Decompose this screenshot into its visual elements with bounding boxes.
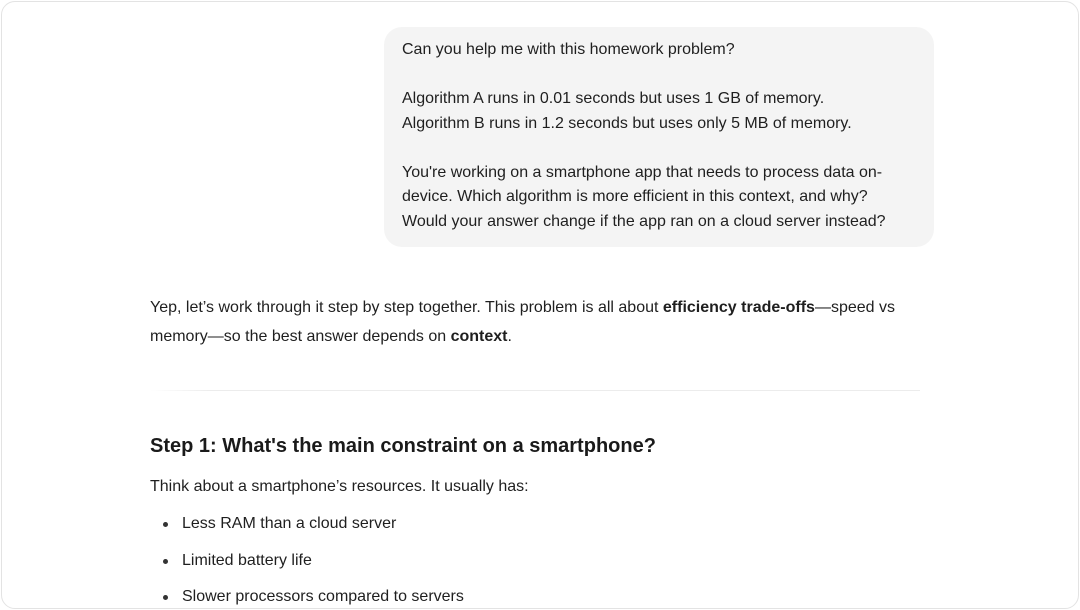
user-message-line: Can you help me with this homework problem?	[402, 41, 735, 58]
user-message-line: You're working on a smartphone app that needs to process data on-	[402, 163, 883, 181]
list-item	[150, 585, 464, 609]
list-item-text: Limited battery life	[182, 551, 312, 569]
resource-list	[150, 512, 464, 609]
list-item	[150, 512, 464, 549]
assistant-message	[150, 293, 940, 351]
paragraph-gap	[402, 136, 916, 161]
list-item-text: Less RAM than a cloud server	[182, 515, 397, 532]
paragraph-gap	[402, 63, 916, 88]
intro-text: —speed vs memory—so the best answer depends on	[150, 299, 895, 345]
user-message-line: Algorithm B runs in 1.2 seconds but uses only 5 MB of memory.	[402, 114, 852, 132]
user-message-bubble	[384, 27, 934, 247]
bullet-icon	[163, 595, 168, 600]
assistant-intro-paragraph	[150, 293, 940, 351]
user-message-line: device. Which algorithm is more efficient in this context, and why?	[402, 188, 868, 205]
intro-text: Yep, let’s work through it step by step together. This problem is all about	[150, 299, 663, 316]
section-divider	[150, 390, 920, 391]
step-heading: Step 1: What's the main constraint on a smartphone?	[150, 435, 656, 457]
bullet-icon	[163, 522, 168, 527]
user-message-line: Would your answer change if the app ran on a cloud server instead?	[402, 212, 886, 230]
intro-text: .	[507, 328, 512, 345]
intro-bold-text: efficiency trade-offs	[662, 299, 815, 316]
list-item	[150, 549, 464, 586]
chat-window	[1, 1, 1079, 609]
intro-bold-text: context	[450, 328, 508, 345]
list-item-text: Slower processors compared to servers	[182, 588, 464, 605]
user-message-line: Algorithm A runs in 0.01 seconds but uses 1 GB of memory.	[402, 90, 825, 107]
bullet-icon	[163, 559, 168, 564]
step-description: Think about a smartphone’s resources. It usually has:	[150, 478, 529, 495]
